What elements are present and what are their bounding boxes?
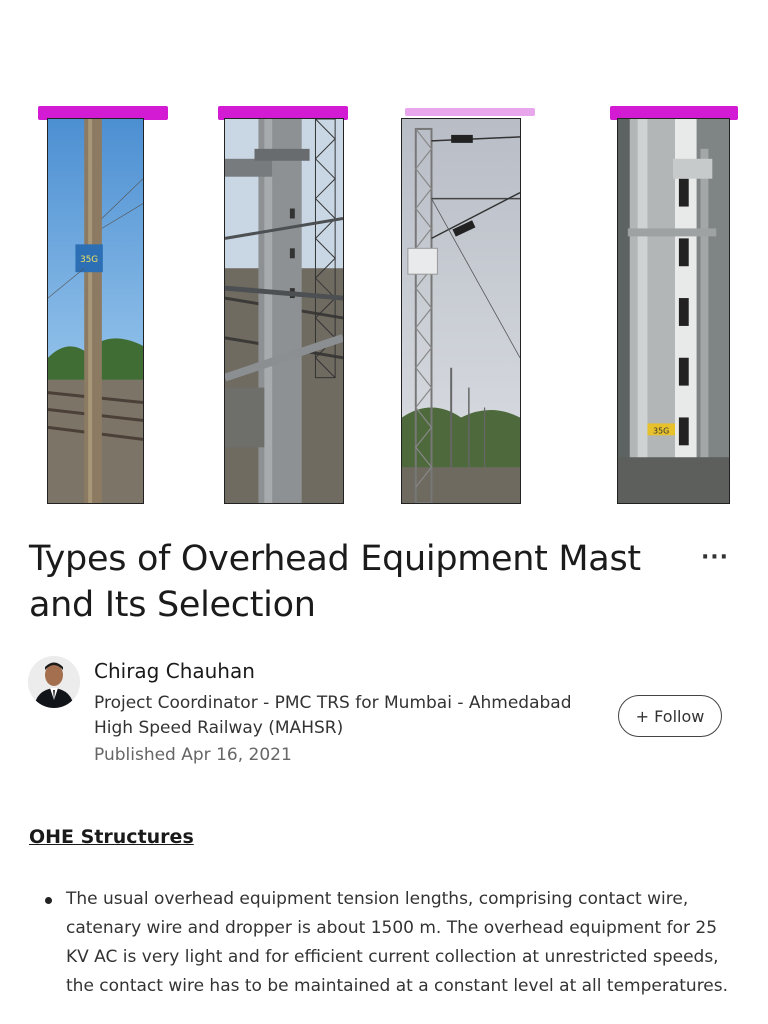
section-heading: OHE Structures bbox=[29, 826, 194, 848]
mast-number-plate: 35G bbox=[653, 426, 670, 436]
more-options-button[interactable]: ··· bbox=[697, 542, 733, 572]
cover-caption-strip bbox=[405, 108, 535, 116]
mast-photo-4 bbox=[617, 118, 730, 504]
content-bullet-list bbox=[29, 885, 739, 1001]
mast-photo-1 bbox=[47, 118, 144, 504]
mast-photo-2 bbox=[224, 118, 344, 504]
author-headline: Project Coordinator - PMC TRS for Mumbai - Ahmedabad High Speed Railway (MAHSR) bbox=[94, 693, 572, 738]
published-date: Published Apr 16, 2021 bbox=[94, 745, 292, 765]
mast-photo-3 bbox=[401, 118, 521, 504]
follow-button[interactable]: + Follow bbox=[618, 695, 722, 737]
mast-number-plate: 35G bbox=[80, 255, 99, 266]
list-item: The usual overhead equipment tension lengths, comprising contact wire, catenary wire and dropper is about 1500 m. The overhead equipment for 25 KV AC is very light and for efficient current collection at unrestricted speeds, the contact wire has to be maintained at a constant level at all temperatures. bbox=[29, 885, 739, 1001]
author-avatar[interactable] bbox=[28, 656, 80, 708]
article-title: Types of Overhead Equipment Mast and Its Selection bbox=[29, 539, 641, 625]
author-name[interactable]: Chirag Chauhan bbox=[94, 659, 255, 683]
